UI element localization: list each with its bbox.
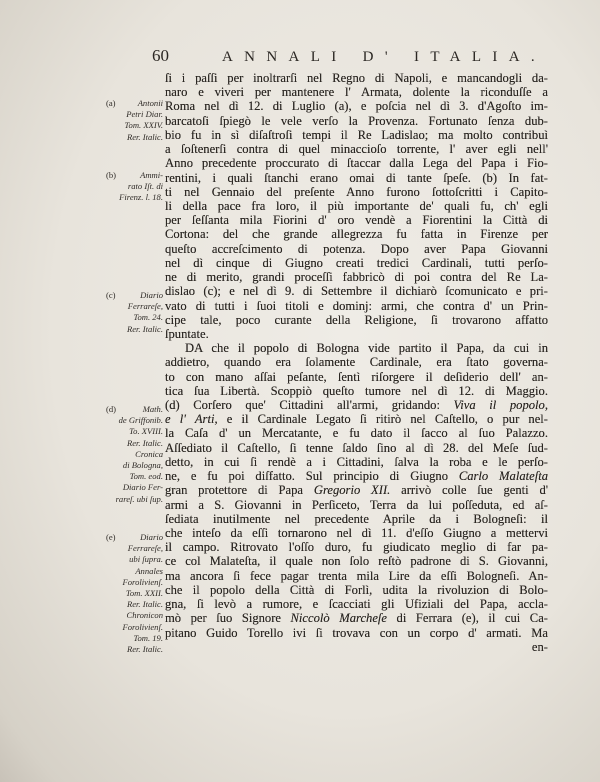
body-line bbox=[165, 142, 548, 156]
note-mark: (e) bbox=[106, 532, 116, 542]
catchword: en- bbox=[531, 639, 548, 654]
line-text: DA che il popolo di Bologna vide partito il Papa, da cui in bbox=[185, 341, 548, 356]
body-line bbox=[165, 270, 548, 284]
margin-note-line: ubi ſupra. bbox=[129, 554, 163, 565]
margin-note-line: Chronicon bbox=[126, 610, 163, 621]
body-line bbox=[165, 213, 548, 227]
margin-note-line bbox=[106, 98, 163, 109]
margin-note-line: Rer. Italic. bbox=[126, 599, 163, 610]
line-text: vato di tutti i ſuoi titoli e dominj: armi, che contra d' un Prin- bbox=[165, 298, 548, 313]
line-text: ti nel Gennaio del preſente Anno furono ſottoſcritti i Capito- bbox=[165, 184, 548, 199]
line-content bbox=[165, 199, 548, 213]
body-line bbox=[165, 327, 548, 341]
line-text: ſediata inutilmente nel precedente Aprile da i Bologneſi: il bbox=[165, 511, 548, 526]
body-line bbox=[165, 128, 548, 142]
line-text: ſpuntate. bbox=[165, 326, 209, 341]
line-content bbox=[165, 270, 548, 284]
body-line bbox=[165, 256, 548, 270]
running-title: ANNALI D' ITALIA. bbox=[222, 49, 546, 65]
margin-note-line: Tom. 19. bbox=[133, 632, 163, 643]
margin-note-line: Ferrareſe, bbox=[127, 543, 163, 554]
line-content bbox=[165, 512, 548, 526]
note-mark: (b) bbox=[106, 170, 117, 180]
page-number: 60 bbox=[152, 46, 169, 65]
line-content bbox=[165, 441, 548, 455]
line-text: arrivò colle ſue genti d' bbox=[390, 483, 549, 498]
line-content bbox=[165, 227, 548, 241]
line-text: mò per ſuo Signore bbox=[165, 611, 291, 626]
line-text: pitano Guido Torello ivi ſi trovava con un corpo d' armati. Ma bbox=[165, 625, 548, 640]
margin-note-line: di Bologna, bbox=[122, 460, 163, 471]
margin-note-line: Diario Fer- bbox=[122, 482, 163, 493]
note-text: Ammi- bbox=[140, 170, 163, 180]
line-text: di Ferrara (e), il cui Ca- bbox=[387, 611, 548, 626]
line-content bbox=[165, 626, 548, 640]
body-line bbox=[165, 597, 548, 611]
line-text-italic: Viva il popolo, bbox=[453, 398, 548, 413]
body-line bbox=[165, 441, 548, 455]
line-content bbox=[165, 384, 548, 398]
line-text: Roma nel dì 12. di Luglio (a), e poſcia nel dì 3. d'Agoſto im- bbox=[165, 99, 548, 114]
line-text: gna, ſi levò a rumore, e ſcacciati gli Ufiziali del Papa, accla- bbox=[165, 597, 548, 612]
line-text: Cortona: del che grande allegrezza fu fatta in Firenze per bbox=[165, 227, 548, 242]
margin-note-line: rareſ. ubi ſup. bbox=[115, 493, 163, 504]
line-text: naro e viveri per mantenere l' Armata, dolente la riconduſſe a bbox=[165, 85, 548, 100]
margin-note-line: Ferrareſe, bbox=[127, 301, 163, 312]
body-line bbox=[165, 114, 548, 128]
body-line bbox=[165, 227, 548, 241]
body-line bbox=[165, 498, 548, 512]
line-content bbox=[165, 526, 548, 540]
body-line bbox=[165, 156, 548, 170]
line-text: barcatoſi ſpiegò le vele verſo la Provenza. Fortunato ſenza dub- bbox=[165, 113, 548, 128]
line-content bbox=[165, 256, 548, 270]
line-text-italic: Niccolò Marcheſe bbox=[290, 611, 388, 626]
note-mark: (d) bbox=[106, 404, 117, 414]
margin-note-line: Rer. Italic. bbox=[126, 323, 163, 334]
margin-note-line: Petri Diar. bbox=[126, 109, 163, 120]
line-text: queſto accreſcimento di potenza. Dopo aver Papa Giovanni bbox=[165, 241, 548, 256]
line-text: a ſoſtenerſi contra di quel minaccioſo torrente, l' aver egli nell' bbox=[165, 142, 548, 157]
body-text bbox=[165, 71, 548, 654]
line-content bbox=[165, 398, 548, 412]
body-line bbox=[165, 71, 548, 85]
note-text: Math. bbox=[142, 404, 163, 414]
line-content bbox=[165, 99, 548, 113]
body-line bbox=[165, 412, 548, 426]
line-content bbox=[165, 469, 548, 483]
line-content bbox=[165, 597, 548, 611]
margin-note-line: Forolivienſ. bbox=[122, 621, 163, 632]
line-content bbox=[165, 171, 548, 185]
line-content bbox=[165, 611, 548, 625]
line-text: ma ancora ſi fece pagar trenta mila Lire da eſſi Bologneſi. An- bbox=[165, 568, 548, 583]
line-text: gran protettore di Papa bbox=[165, 483, 314, 498]
margin-note-line: Tom. XXIV. bbox=[124, 120, 163, 131]
margin-note-line: Tom. 24. bbox=[133, 312, 163, 323]
note-mark: (c) bbox=[106, 290, 116, 300]
body-line bbox=[165, 370, 548, 384]
line-text: il campo. Ritrovato l'oſſo duro, fu giudicato meglio di far pa- bbox=[165, 540, 548, 555]
line-text: detto, in cui ſi rendè a i Cittadini, ſalva la roba e le perſo- bbox=[165, 454, 548, 469]
body-line bbox=[165, 242, 548, 256]
line-content bbox=[165, 142, 548, 156]
line-content bbox=[165, 327, 209, 341]
line-text: nel dì cinque di Giugno creati tredici Cardinali, tutti perſo- bbox=[165, 255, 548, 270]
line-text: li della pace fra loro, il più importante de' quali fu, ch' egli bbox=[165, 198, 548, 213]
line-text: ne, e fu poi diſfatto. Sul principio di Giugno bbox=[165, 469, 459, 484]
margin-note-line: rato Iſt. di bbox=[127, 181, 163, 192]
line-text: che inteſo da eſſi tornarono nel dì 11. d'eſſo Giugno a mettervi bbox=[165, 526, 548, 540]
margin-note-e bbox=[106, 532, 163, 655]
body-line bbox=[165, 299, 548, 313]
line-content bbox=[165, 483, 548, 497]
line-content bbox=[165, 583, 548, 597]
body-line bbox=[165, 569, 548, 583]
line-content bbox=[165, 426, 548, 440]
margin-note-c bbox=[106, 290, 163, 335]
line-content bbox=[165, 299, 548, 313]
body-line bbox=[165, 455, 548, 469]
margin-note-line: Rer. Italic. bbox=[126, 131, 163, 142]
body-line bbox=[165, 540, 548, 554]
line-text: e il Cardinale Legato ſi ritirò nel Caſtello, o pur nel- bbox=[217, 412, 548, 427]
margin-note-line: Rer. Italic. bbox=[126, 644, 163, 655]
body-line bbox=[165, 526, 548, 540]
body-line bbox=[165, 185, 548, 199]
body-line bbox=[165, 99, 548, 113]
margin-note-d bbox=[106, 404, 163, 505]
body-line bbox=[165, 199, 548, 213]
line-content bbox=[165, 71, 548, 85]
body-line bbox=[165, 483, 548, 497]
line-content bbox=[165, 313, 548, 327]
body-line bbox=[165, 554, 548, 568]
body-line bbox=[165, 626, 548, 640]
line-text: bio fu in sì diſaſtroſi tempi il Re Ladislao; ma molto contribuì bbox=[165, 127, 548, 142]
margin-note-line: Annales bbox=[135, 565, 163, 576]
line-content bbox=[165, 213, 548, 227]
body-line bbox=[165, 171, 548, 185]
body-line bbox=[165, 512, 548, 526]
line-text-italic: Gregorio XII. bbox=[313, 483, 391, 498]
line-text: cipe tale, poco curante della Religione, ſi trovarono affatto bbox=[165, 312, 548, 327]
line-content bbox=[165, 412, 548, 426]
note-text: Diario bbox=[140, 290, 163, 300]
line-text: dislao (c); e nel dì 9. di Settembre il dichiarò ſcomunicato e pri- bbox=[165, 284, 548, 299]
margin-note-line: Tom. eod. bbox=[129, 471, 163, 482]
line-content bbox=[165, 185, 548, 199]
line-content bbox=[165, 554, 548, 568]
line-text: ſi i paſſi per inoltrarſi nel Regno di Napoli, e mancandogli da- bbox=[165, 71, 548, 85]
body-line bbox=[165, 284, 548, 298]
line-content bbox=[165, 128, 548, 142]
body-line bbox=[165, 398, 548, 412]
line-content bbox=[165, 284, 548, 298]
margin-note-line: Cronica bbox=[135, 448, 163, 459]
margin-note-line: Firenz. l. 18. bbox=[119, 192, 163, 203]
line-text-italic: e l' Arti, bbox=[165, 412, 218, 427]
note-text: Antonii bbox=[137, 98, 163, 108]
line-content bbox=[165, 114, 548, 128]
margin-note-line: de Griffonib. bbox=[118, 415, 163, 426]
line-text: (d) Corſero que' Cittadini all'armi, gridando: bbox=[165, 398, 454, 413]
line-content bbox=[165, 370, 548, 384]
margin-note-line bbox=[106, 404, 163, 415]
body-line bbox=[165, 384, 548, 398]
margin-note-line: Rer. Italic. bbox=[126, 437, 163, 448]
body-line bbox=[165, 355, 548, 369]
margin-note-line: To. XVIII. bbox=[129, 426, 163, 437]
body-line bbox=[165, 583, 548, 597]
margin-note-b bbox=[106, 170, 163, 204]
line-content bbox=[165, 355, 548, 369]
line-text: rentini, i quali ſtanchi erano omai di tante ſpeſe. (b) In fat- bbox=[165, 170, 548, 185]
line-text: per ſeſſanta mila Fiorini d' oro vendè a Fiorentini la Città di bbox=[165, 213, 548, 228]
margin-note-line: Forolivienſ. bbox=[122, 576, 163, 587]
line-content bbox=[165, 498, 548, 512]
line-text: addietro, quando era ſolamente Cardinale, era ſtato governa- bbox=[165, 355, 548, 370]
body-line bbox=[165, 85, 548, 99]
body-line bbox=[165, 611, 548, 625]
note-text: Diario bbox=[140, 532, 163, 542]
margin-note-line: Tom. XXII. bbox=[125, 588, 163, 599]
line-text: che il popolo della Città di Forlì, udita la rivoluzion di Bolo- bbox=[165, 582, 548, 597]
line-content bbox=[165, 242, 548, 256]
margin-note-a bbox=[106, 98, 163, 143]
line-content bbox=[165, 85, 548, 99]
line-text: armi a S. Giovanni in Perſiceto, Terra da lui poſſeduta, ed aſ- bbox=[165, 497, 548, 512]
note-mark: (a) bbox=[106, 98, 116, 108]
line-text: ne di merito, grandi proceſſi fabbricò di poi contra del Re La- bbox=[165, 270, 548, 285]
body-line bbox=[165, 469, 548, 483]
line-content bbox=[165, 540, 548, 554]
line-content bbox=[165, 455, 548, 469]
margin-note-line bbox=[106, 290, 163, 301]
body-line-paragraph-start bbox=[165, 341, 548, 355]
margin-note-line bbox=[106, 170, 163, 181]
line-text: Anno precedente proccurato di ſtaccar dalla Lega del Papa i Fio- bbox=[165, 156, 548, 171]
line-text: ce col Malateſta, il quale non ſolo reſtò padrone di S. Giovanni, bbox=[165, 554, 548, 569]
line-content bbox=[165, 569, 548, 583]
line-content bbox=[165, 156, 548, 170]
body-line bbox=[165, 313, 548, 327]
line-text: la Caſa d' un Mercatante, e fu dato il ſacco al ſuo Palazzo. bbox=[165, 426, 548, 441]
line-text: tica ſua Libertà. Scoppiò queſto tumore nel dì 12. di Maggio. bbox=[165, 383, 548, 398]
line-text: Aſſediato il Caſtello, ſi tenne ſaldo ſino al dì 28. del Meſe ſud- bbox=[165, 440, 548, 455]
line-text: to con mano aſſai peſante, ſentì riſorgere il deſiderio dell' an- bbox=[165, 369, 548, 384]
line-text-italic: Carlo Malateſta bbox=[458, 469, 548, 484]
body-line bbox=[165, 426, 548, 440]
line-content bbox=[185, 341, 548, 355]
margin-note-line bbox=[106, 532, 163, 543]
